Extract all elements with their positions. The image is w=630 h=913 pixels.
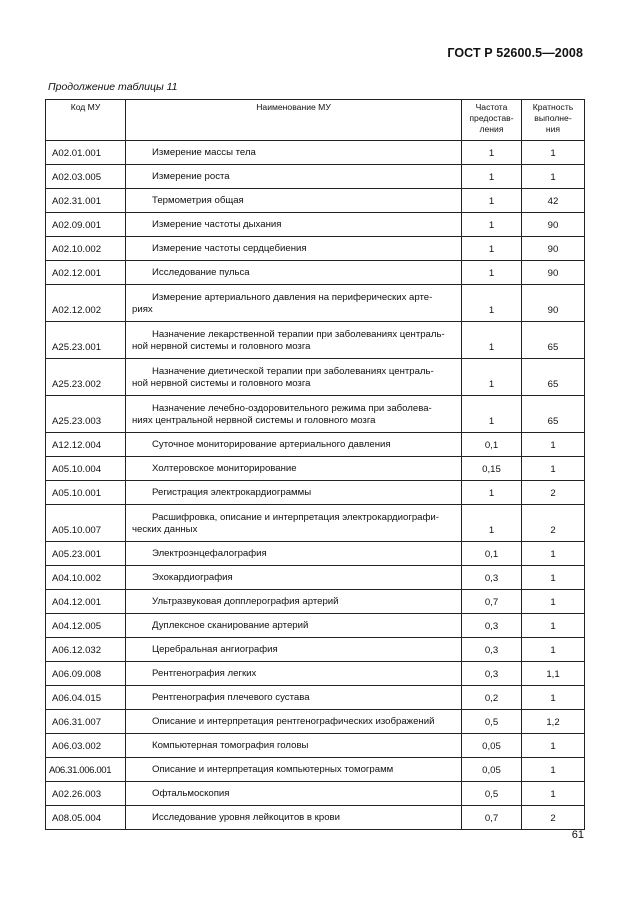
column-header-name: Наименование МУ: [126, 100, 462, 141]
table-row: [46, 237, 585, 261]
service-name-line: Измерение массы тела: [152, 147, 256, 158]
frequency-cell: 0,3: [462, 638, 522, 662]
service-name-cell: [126, 566, 462, 590]
service-name-cell: [126, 710, 462, 734]
frequency-cell: 1: [462, 396, 522, 433]
multiplicity-cell: 1: [522, 590, 585, 614]
service-code-cell: A12.12.004: [46, 433, 126, 457]
column-header-multiplicity-line: Кратность: [532, 102, 574, 112]
service-code-cell: A02.12.001: [46, 261, 126, 285]
column-header-code: Код МУ: [46, 100, 126, 141]
table-row: [46, 359, 585, 396]
service-name-line: риях: [132, 304, 153, 315]
service-name-cell: [126, 505, 462, 542]
multiplicity-cell: 90: [522, 285, 585, 322]
service-code-cell: A06.12.032: [46, 638, 126, 662]
service-name-line: Электроэнцефалография: [152, 548, 267, 559]
service-name-cell: [126, 457, 462, 481]
service-name-cell: [126, 481, 462, 505]
service-name-cell: [126, 396, 462, 433]
multiplicity-cell: 1: [522, 433, 585, 457]
multiplicity-cell: 1,2: [522, 710, 585, 734]
service-name-line: ной нервной системы и головного мозга: [132, 341, 311, 352]
table-row: [46, 505, 585, 542]
multiplicity-cell: 65: [522, 359, 585, 396]
multiplicity-cell: 1: [522, 566, 585, 590]
multiplicity-cell: 1,1: [522, 662, 585, 686]
service-code-cell: A02.09.001: [46, 213, 126, 237]
table-row: [46, 590, 585, 614]
frequency-cell: 1: [462, 261, 522, 285]
service-code-cell: A02.12.002: [46, 285, 126, 322]
service-name-line: Эхокардиография: [152, 572, 233, 583]
multiplicity-cell: 90: [522, 261, 585, 285]
service-name-line: Суточное мониторирование артериального давления: [152, 439, 391, 450]
service-name-cell: [126, 638, 462, 662]
service-name-line: Назначение диетической терапии при заболеваниях централь-: [152, 366, 434, 377]
frequency-cell: 0,7: [462, 806, 522, 830]
multiplicity-cell: 2: [522, 806, 585, 830]
service-code-cell: A06.09.008: [46, 662, 126, 686]
multiplicity-cell: 2: [522, 481, 585, 505]
service-name-cell: [126, 806, 462, 830]
frequency-cell: 0,1: [462, 542, 522, 566]
service-code-cell: A02.31.001: [46, 189, 126, 213]
frequency-cell: 1: [462, 189, 522, 213]
column-header-multiplicity-line: ния: [545, 124, 561, 134]
table-row: [46, 734, 585, 758]
service-name-line: Исследование пульса: [152, 267, 250, 278]
service-code-cell: A02.10.002: [46, 237, 126, 261]
service-name-cell: [126, 261, 462, 285]
frequency-cell: 0,3: [462, 566, 522, 590]
column-header-frequency: [462, 100, 522, 141]
service-code-cell: A04.10.002: [46, 566, 126, 590]
service-name-line: ческих данных: [132, 524, 198, 535]
service-name-cell: [126, 359, 462, 396]
table-row: [46, 141, 585, 165]
multiplicity-cell: 1: [522, 141, 585, 165]
multiplicity-cell: 90: [522, 213, 585, 237]
table-row: [46, 662, 585, 686]
column-header-multiplicity-line: выполне-: [534, 113, 572, 123]
service-code-cell: A25.23.002: [46, 359, 126, 396]
service-name-line: Измерение частоты дыхания: [152, 219, 282, 230]
frequency-cell: 0,2: [462, 686, 522, 710]
multiplicity-cell: 1: [522, 165, 585, 189]
multiplicity-cell: 1: [522, 614, 585, 638]
frequency-cell: 1: [462, 505, 522, 542]
service-name-line: Назначение лечебно-оздоровительного режима при заболева-: [152, 403, 432, 414]
table-row: [46, 481, 585, 505]
multiplicity-cell: 1: [522, 734, 585, 758]
frequency-cell: 0,05: [462, 758, 522, 782]
table-header-row: [46, 100, 585, 141]
frequency-cell: 0,3: [462, 662, 522, 686]
table-row: [46, 189, 585, 213]
service-name-line: Термометрия общая: [152, 195, 244, 206]
table-row: [46, 433, 585, 457]
service-name-line: Расшифровка, описание и интерпретация электрокардиографи-: [152, 512, 439, 523]
table-row: [46, 614, 585, 638]
service-code-cell: A08.05.004: [46, 806, 126, 830]
service-name-line: Измерение частоты сердцебиения: [152, 243, 307, 254]
service-code-cell: A05.23.001: [46, 542, 126, 566]
service-code-cell: A02.26.003: [46, 782, 126, 806]
multiplicity-cell: 1: [522, 782, 585, 806]
table-row: [46, 396, 585, 433]
service-name-line: Исследование уровня лейкоцитов в крови: [152, 812, 341, 823]
table-row: [46, 322, 585, 359]
service-name-cell: [126, 662, 462, 686]
service-code-cell: A04.12.005: [46, 614, 126, 638]
service-name-cell: [126, 782, 462, 806]
table-row: [46, 782, 585, 806]
frequency-cell: 0,5: [462, 782, 522, 806]
service-code-cell: A06.31.006.001: [46, 758, 126, 782]
service-code-cell: A06.31.007: [46, 710, 126, 734]
service-name-line: Регистрация электрокардиограммы: [152, 487, 312, 498]
service-name-cell: [126, 213, 462, 237]
column-header-frequency-line: Частота: [475, 102, 508, 112]
table-caption: Продолжение таблицы 11: [48, 81, 178, 93]
service-name-cell: [126, 237, 462, 261]
frequency-cell: 1: [462, 359, 522, 396]
frequency-cell: 1: [462, 237, 522, 261]
multiplicity-cell: 1: [522, 457, 585, 481]
multiplicity-cell: 1: [522, 686, 585, 710]
document-code: ГОСТ Р 52600.5—2008: [447, 46, 583, 60]
frequency-cell: 1: [462, 481, 522, 505]
frequency-cell: 0,3: [462, 614, 522, 638]
service-name-cell: [126, 322, 462, 359]
table-row: [46, 566, 585, 590]
frequency-cell: 0,5: [462, 710, 522, 734]
service-code-cell: A06.03.002: [46, 734, 126, 758]
multiplicity-cell: 1: [522, 638, 585, 662]
column-header-frequency-line: предостав-: [469, 113, 514, 123]
frequency-cell: 1: [462, 285, 522, 322]
service-name-line: Измерение артериального давления на периферических арте-: [152, 292, 433, 303]
service-name-cell: [126, 433, 462, 457]
frequency-cell: 0,7: [462, 590, 522, 614]
service-name-cell: [126, 165, 462, 189]
multiplicity-cell: 65: [522, 396, 585, 433]
service-name-line: Компьютерная томография головы: [152, 740, 309, 751]
service-code-cell: A02.01.001: [46, 141, 126, 165]
multiplicity-cell: 65: [522, 322, 585, 359]
frequency-cell: 1: [462, 141, 522, 165]
frequency-cell: 1: [462, 213, 522, 237]
page-number: 61: [571, 829, 584, 841]
table-row: [46, 285, 585, 322]
service-name-line: Рентгенография плечевого сустава: [152, 692, 310, 703]
frequency-cell: 1: [462, 165, 522, 189]
service-code-cell: A06.04.015: [46, 686, 126, 710]
service-name-line: Описание и интерпретация компьютерных томограмм: [152, 764, 394, 775]
table-row: [46, 165, 585, 189]
service-name-line: Назначение лекарственной терапии при заболеваниях централь-: [152, 329, 445, 340]
table-row: [46, 638, 585, 662]
service-name-line: Описание и интерпретация рентгенографических изображений: [152, 716, 435, 727]
frequency-cell: 0,15: [462, 457, 522, 481]
table-row: [46, 213, 585, 237]
service-name-cell: [126, 141, 462, 165]
table-row: [46, 261, 585, 285]
service-name-line: Церебральная ангиография: [152, 644, 278, 655]
service-name-cell: [126, 686, 462, 710]
service-name-line: Ультразвуковая допплерография артерий: [152, 596, 339, 607]
table-row: [46, 758, 585, 782]
table-row: [46, 457, 585, 481]
service-name-line: Дуплексное сканирование артерий: [152, 620, 309, 631]
service-name-line: Измерение роста: [152, 171, 230, 182]
service-name-line: ниях центральной нервной системы и головного мозга: [132, 415, 376, 426]
multiplicity-cell: 1: [522, 758, 585, 782]
column-header-frequency-line: ления: [479, 124, 504, 134]
frequency-cell: 0,1: [462, 433, 522, 457]
services-table: [45, 99, 585, 830]
service-name-line: ной нервной системы и головного мозга: [132, 378, 311, 389]
service-name-cell: [126, 285, 462, 322]
service-name-line: Холтеровское мониторирование: [152, 463, 297, 474]
service-name-cell: [126, 590, 462, 614]
service-name-line: Офтальмоскопия: [152, 788, 230, 799]
table-row: [46, 710, 585, 734]
service-code-cell: A02.03.005: [46, 165, 126, 189]
multiplicity-cell: 90: [522, 237, 585, 261]
table-row: [46, 806, 585, 830]
column-header-multiplicity: [522, 100, 585, 141]
service-code-cell: A05.10.004: [46, 457, 126, 481]
service-name-cell: [126, 734, 462, 758]
table-row: [46, 542, 585, 566]
multiplicity-cell: 42: [522, 189, 585, 213]
service-name-cell: [126, 542, 462, 566]
table-row: [46, 686, 585, 710]
service-name-line: Рентгенография легких: [152, 668, 257, 679]
multiplicity-cell: 1: [522, 542, 585, 566]
service-code-cell: A04.12.001: [46, 590, 126, 614]
service-code-cell: A25.23.001: [46, 322, 126, 359]
frequency-cell: 1: [462, 322, 522, 359]
service-code-cell: A25.23.003: [46, 396, 126, 433]
service-name-cell: [126, 614, 462, 638]
service-code-cell: A05.10.007: [46, 505, 126, 542]
service-name-cell: [126, 758, 462, 782]
service-code-cell: A05.10.001: [46, 481, 126, 505]
frequency-cell: 0,05: [462, 734, 522, 758]
service-name-cell: [126, 189, 462, 213]
multiplicity-cell: 2: [522, 505, 585, 542]
